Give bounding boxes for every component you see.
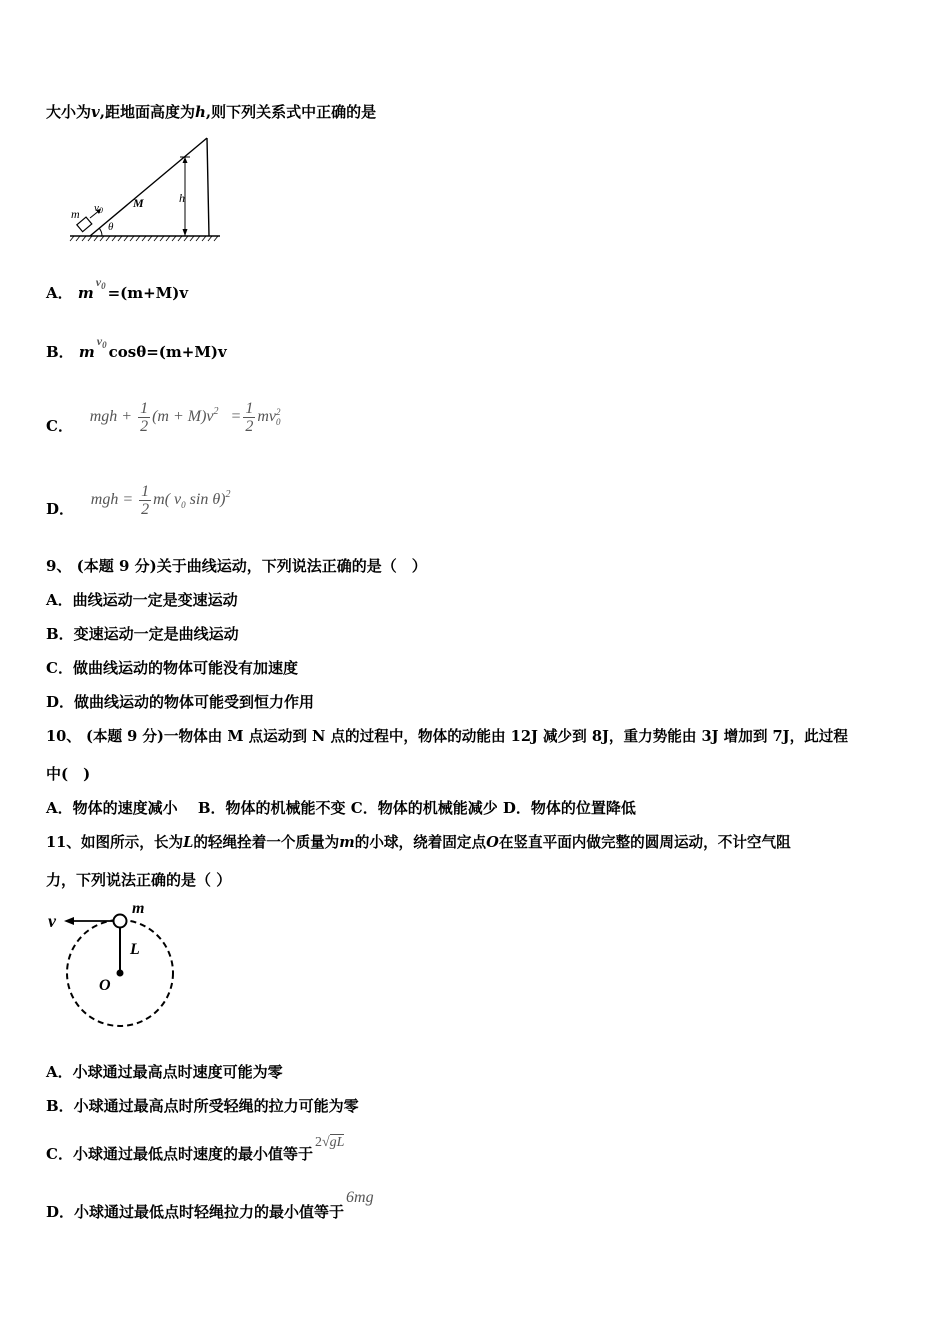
q11-option-b: B．小球通过最高点时所受轻绳的拉力可能为零 (46, 1097, 359, 1115)
intro-text: 大小为 (46, 103, 92, 121)
pivot-O (117, 970, 124, 977)
math-v0: v0 (96, 334, 107, 350)
incline-wall (207, 138, 209, 236)
q11-stem-cont: 力，下列说法正确的是（ ） (46, 871, 232, 889)
circle-figure (44, 898, 184, 1032)
incline-figure (66, 132, 226, 244)
q10-stem: 10、 (本题 9 分)一物体由 M 点运动到 N 点的过程中，物体的动能由 12J 减少到 8J，重力势能由 3J 增加到 7J，此过程 (46, 728, 848, 745)
label-v0: v0 (94, 202, 103, 215)
ball (114, 915, 127, 928)
height-arrow-bottom (183, 229, 188, 236)
option-c: C． mgh + $\frac{1}{2}$ $(m + M)v^2$ = $\frac{1}{2}$ mv 2 0 (46, 399, 281, 435)
math-6mg: 6mg (346, 1189, 374, 1206)
q11-option-a: A．小球通过最高点时速度可能为零 (46, 1063, 283, 1081)
q10-stem-cont: 中( ) (46, 765, 91, 783)
q9-option-d: D．做曲线运动的物体可能受到恒力作用 (46, 693, 315, 711)
angle-arc (99, 228, 102, 236)
label-m: m (132, 900, 145, 917)
label-theta: θ (108, 221, 114, 233)
option-b: B． $m^{v_0}$ cosθ=(m+M)v (46, 334, 227, 361)
q9-option-c: C．做曲线运动的物体可能没有加速度 (46, 659, 298, 677)
option-d: D． mgh = $\frac{1}{2}$ m( $v_0$ sin θ)$^2$ (46, 482, 231, 518)
label-h: h (179, 191, 185, 205)
formula-d: mgh = $\frac{1}{2}$ m( $v_0$ sin θ)$^2$ (90, 482, 231, 518)
q9-stem: 9、 (本题 9 分)关于曲线运动，下列说法正确的是（ ） (46, 557, 427, 575)
label-v: v (48, 911, 56, 931)
label-O: O (99, 977, 111, 994)
option-a: A． $m^{v_0} =(m+M)v$ (46, 275, 189, 302)
var-h: h (194, 103, 206, 121)
intro-text: ,则下列关系式中正确的是 (205, 103, 377, 121)
math-2-sqrt-gL: 2√gL (314, 1135, 345, 1150)
question-intro (46, 102, 376, 122)
q10-options: A．物体的速度减小 B．物体的机械能不变 C．物体的机械能减少 D．物体的位置降低 (46, 799, 636, 817)
q9-option-a: A．曲线运动一定是变速运动 (46, 591, 238, 609)
q11-option-c: C．小球通过最低点时速度的最小值等于2√gL (46, 1135, 345, 1163)
label-L: L (130, 941, 140, 958)
q11-option-d: D．小球通过最低点时轻绳拉力的最小值等于6mg (46, 1189, 374, 1221)
intro-text: ,距地面高度为 (99, 103, 195, 121)
q9-option-b: B．变速运动一定是曲线运动 (46, 625, 239, 643)
q11-stem: 11、如图所示，长为L的轻绳拴着一个质量为m的小球，绕着固定点O在竖直平面内做完整的圆周运动，不计空气阻 (46, 834, 791, 851)
label-M: M (133, 196, 144, 210)
label-m: m (71, 207, 80, 221)
math-v0: v0 (95, 275, 106, 291)
formula-c: mgh + $\frac{1}{2}$ $(m + M)v^2$ = $\frac{1}{2}$ mv 2 0 (89, 399, 281, 435)
var-v: v (91, 103, 100, 121)
